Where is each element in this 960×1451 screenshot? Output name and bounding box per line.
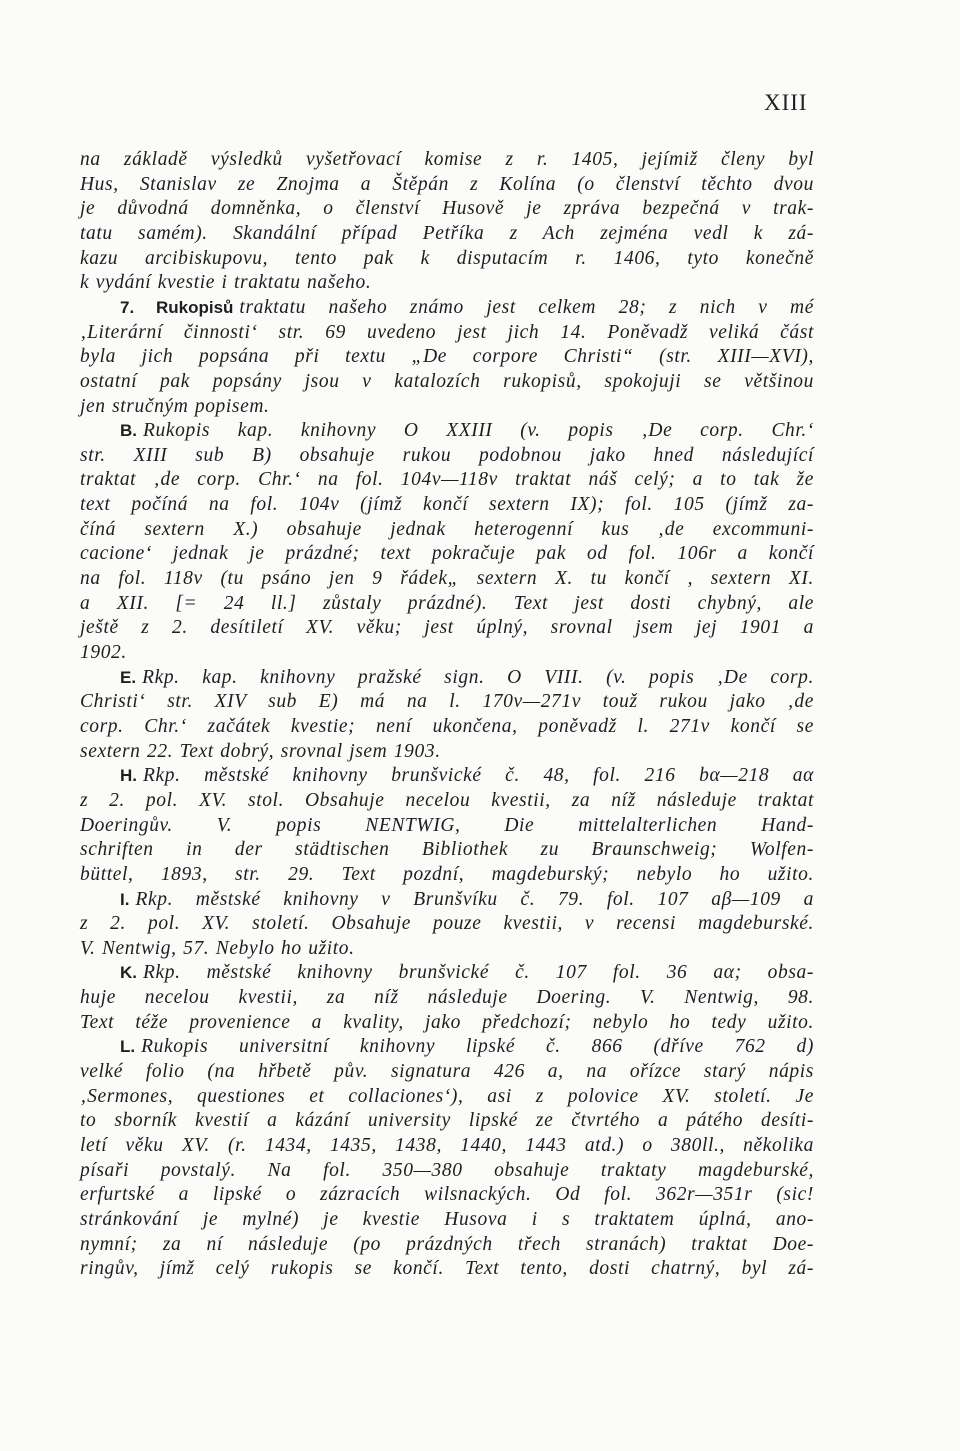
text-line [80, 148, 814, 172]
line-text: z 2. pol. XV. stol. Obsahuje necelou kvestii, za níž následuje traktat [80, 789, 814, 811]
text-line [80, 1060, 814, 1084]
section-mark: K. [120, 963, 137, 983]
text-line [80, 444, 814, 468]
text-line [80, 912, 814, 936]
line-text: Hus, Stanislav ze Znojma a Štěpán z Kolína (o členství těchto dvou [80, 173, 814, 195]
text-line [80, 986, 814, 1010]
page-number: XIII [764, 90, 808, 115]
text-line [80, 345, 814, 369]
text-line [120, 666, 814, 690]
text-line [120, 961, 814, 985]
line-text: traktatu našeho známo jest celkem 28; z nich v mé [239, 296, 814, 318]
line-text: Rkp. městské knihovny brunšvické č. 107 fol. 36 aα; obsa- [143, 962, 814, 984]
text-line [80, 789, 814, 813]
line-text: sextern 22. Text dobrý, srovnal jsem 1903. [80, 740, 441, 762]
line-text: Rukopis kap. knihovny O XXIII (v. popis ‚De corp. Chr.‘ [143, 420, 814, 442]
text-line [80, 616, 814, 640]
line-text: je důvodná domněnka, o členství Husově je zpráva bezpečná v trak- [80, 198, 814, 220]
line-text: Rkp. městské knihovny brunšvické č. 48, fol. 216 bα—218 aα [143, 765, 814, 787]
line-text: huje necelou kvestii, za níž následuje Doering. V. Nentwig, 98. [80, 987, 814, 1009]
text-line [80, 468, 814, 492]
line-text: corp. Chr.‘ začátek kvestie; není ukončena, poněvadž l. 271v končí se [80, 715, 814, 737]
line-text: a XII. [= 24 ll.] zůstaly prázdné). Text jest dosti chybný, ale [80, 592, 814, 614]
text-line [80, 838, 814, 862]
line-text: Text téže provenience a kvality, jako předchozí; nebylo ho tedy užito. [80, 1011, 814, 1033]
line-text: cacione‘ jednak je prázdné; text pokračuje pak od fol. 106r a končí [80, 543, 814, 565]
text-line [80, 1233, 814, 1257]
line-text: Rkp. kap. knihovny pražské sign. O VIII. (v. popis ‚De corp. [142, 666, 814, 688]
section-mark: I. [120, 889, 130, 909]
text-line [80, 567, 814, 591]
line-text: ‚Literární činnosti‘ str. 69 uvedeno jest jich 14. Poněvadž veliká část [80, 321, 814, 343]
section-mark: H. [120, 766, 137, 786]
text-line [80, 493, 814, 517]
line-text: tatu samém). Skandální případ Petříka z Ach zejména vedl k zá- [80, 222, 814, 244]
line-text: Christi‘ str. XIV sub E) má na l. 170v—271v touž rukou jako ‚de [80, 691, 814, 713]
text-line [80, 814, 814, 838]
line-text: z 2. pol. XV. století. Obsahuje pouze kvestii, v recensi magdeburské. [80, 913, 814, 935]
text-line [120, 888, 814, 912]
line-text: na základě výsledků vyšetřovací komise z r. 1405, jejímiž členy byl [80, 149, 814, 170]
text-line [80, 518, 814, 542]
text-line [120, 296, 814, 320]
text-line [120, 764, 814, 788]
section-mark: L. [120, 1037, 136, 1057]
line-text: Doeringův. V. popis NENTWIG, Die mittelalterlichen Hand- [80, 814, 814, 836]
line-text: nymní; za ní následuje (po prázdných třech stranách) traktat Doe- [80, 1233, 814, 1255]
line-text: byla jich popsána při textu „De corpore Christi“ (str. XIII—XVI), [80, 346, 814, 368]
text-line [80, 321, 814, 345]
text-line [80, 1109, 814, 1133]
text-line [80, 370, 814, 394]
line-text: ringův, jímž celý rukopis se končí. Text tento, dosti chatrný, byl zá- [80, 1258, 814, 1280]
text-line [80, 173, 814, 197]
text-line [80, 222, 814, 246]
text-line [80, 1011, 814, 1035]
line-text: str. XIII sub B) obsahuje rukou podobnou jako hned následující [80, 444, 814, 466]
line-text: traktat ‚de corp. Chr.‘ na fol. 104v—118v traktat náš celý; a to tak že [80, 469, 814, 491]
line-text: Rkp. městské knihovny v Brunšvíku č. 79. fol. 107 aβ—109 a [135, 888, 814, 910]
text-line [80, 542, 814, 566]
text-line [80, 1183, 814, 1207]
line-text: kazu arcibiskupovu, tento pak k disputacím r. 1406, tyto konečně [80, 247, 814, 269]
text-line [80, 247, 814, 271]
line-text: ‚Sermones, questiones et collaciones‘), asi z polovice XV. století. Je [80, 1085, 814, 1107]
line-text: ostatní pak popsány jsou v katalozích rukopisů, spokojuji se většinou [80, 370, 814, 392]
text-line [80, 1257, 814, 1281]
text-line [80, 592, 814, 616]
line-text: büttel, 1893, str. 29. Text pozdní, magdeburský; nebylo ho užito. [80, 863, 814, 885]
text-line [120, 419, 814, 443]
text-line [80, 715, 814, 739]
line-text: jen stručným popisem. [80, 395, 270, 417]
line-text: na fol. 118v (tu psáno jen 9 řádek„ sextern X. tu končí , sextern XI. [80, 568, 814, 590]
line-text: text počíná na fol. 104v (jímž končí sextern IX); fol. 105 (jímž za- [80, 494, 814, 516]
text-line [80, 937, 814, 961]
text-line [80, 641, 814, 665]
text-line [80, 1085, 814, 1109]
section-mark: B. [120, 421, 137, 441]
line-text: 1902. [80, 642, 127, 663]
text-line [80, 1159, 814, 1183]
line-text: to sborník kvestií a kázání university lipské ze čtvrtého a pátého desíti- [80, 1110, 814, 1132]
text-line [80, 1134, 814, 1158]
section-mark: 7. Rukopisů [120, 297, 234, 317]
line-text: letí věku XV. (r. 1434, 1435, 1438, 1440, 1443 atd.) o 380ll., několika [80, 1135, 814, 1156]
text-line [80, 1208, 814, 1232]
text-line [80, 395, 814, 419]
text-line [80, 197, 814, 221]
line-text: V. Nentwig, 57. Nebylo ho užito. [80, 937, 355, 959]
text-line [120, 1035, 814, 1059]
line-text: erfurtské a lipské o zázracích wilsnackých. Od fol. 362r—351r (sic! [80, 1184, 814, 1206]
line-text: schriften in der städtischen Bibliothek zu Braunschweig; Wolfen- [80, 839, 814, 861]
line-text: velké folio (na hřbetě pův. signatura 426 a, na ořízce starý nápis [80, 1061, 814, 1083]
line-text: číná sextern X.) obsahuje jednak heterogenní kus ‚de excommuni- [80, 518, 814, 540]
line-text: písaři povstalý. Na fol. 350—380 obsahuje traktaty magdeburské, [80, 1159, 814, 1181]
text-line [80, 690, 814, 714]
line-text: stránkování je mylné) je kvestie Husova i s traktatem úplná, ano- [80, 1208, 814, 1230]
text-line [80, 271, 814, 295]
section-mark: E. [120, 667, 137, 687]
line-text: Rukopis universitní knihovny lipské č. 866 (dříve 762 d) [141, 1036, 814, 1058]
line-text: ještě z 2. desítiletí XV. věku; jest úplný, srovnal jsem jej 1901 a [80, 617, 814, 639]
text-line [80, 863, 814, 887]
line-text: k vydání kvestie i traktatu našeho. [80, 272, 372, 294]
text-line [80, 740, 814, 764]
